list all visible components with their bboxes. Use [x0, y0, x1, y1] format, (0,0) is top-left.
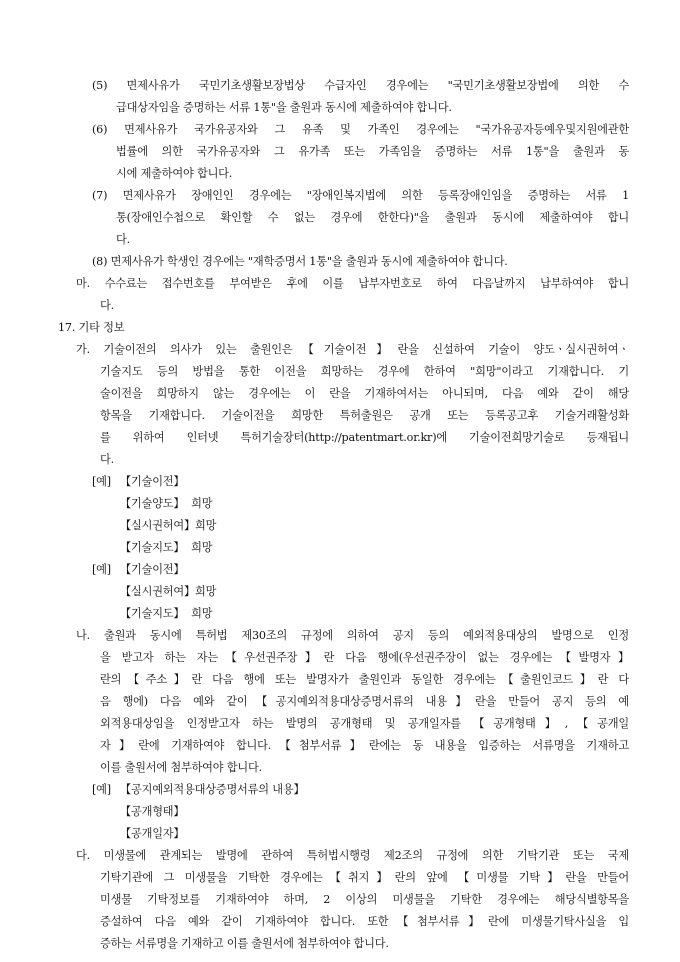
example-3-row-1: 【공개형태】 — [120, 805, 185, 818]
example-1-row-2: 【실시권허여】희망 — [120, 519, 217, 532]
example-1-row-3: 【기술지도】 희망 — [120, 541, 213, 554]
item-na-line-4: 음 행에) 다음 예와 같이【공지예외적용대상증명서류의 내용】란을 만들어 공지 등의 예 — [100, 695, 629, 708]
item-na-line-7: 이를 출원서에 첨부하여야 합니다. — [100, 761, 262, 774]
section-17-title: 17. 기타 정보 — [58, 321, 125, 334]
item-da-line-5: 증하는 서류명을 기재하고 이를 출원서에 첨부하여야 합니다. — [100, 937, 389, 950]
item-da-line-4: 증설하여 다음 예와 같이 기재하여야 합니다. 또한【첨부서류】란에 미생물기탁사실을 입 — [100, 915, 629, 928]
item-na-line-5: 외적용대상임을 인정받고자 하는 발명의 공개형태 및 공개일자를 【공개형태】,【공개일 — [100, 717, 629, 730]
item-na-line-1: 나. 출원과 동시에 특허법 제30조의 규정에 의하여 공지 등의 예외적용대상의 발명으로 인정 — [76, 629, 629, 642]
example-1-head: 【기술이전】 — [120, 475, 185, 488]
item-5-line-1: (5) 면제사유가 국민기초생활보장법상 수급자인 경우에는 "국민기초생활보장법에 의한 수 — [92, 79, 629, 92]
example-2-row-1: 【실시권허여】희망 — [120, 585, 217, 598]
item-ga-line-2: 기술지도 등의 방법을 통한 이전을 희망하는 경우에 한하여 "희망"이라고 기재합니다. 기 — [100, 365, 629, 378]
item-6-line-1: (6) 면제사유가 국가유공자와 그 유족 및 가족인 경우에는 "국가유공자등예우및지원에관한 — [92, 123, 629, 136]
example-1-row-1: 【기술양도】 희망 — [120, 497, 213, 510]
item-6-line-2: 법률에 의한 국가유공자와 그 유가족 또는 가족임을 증명하는 서류 1통"을 출원과 동 — [116, 145, 629, 158]
item-5-line-2: 급대상자임을 증명하는 서류 1통"을 출원과 동시에 제출하여야 합니다. — [116, 101, 452, 114]
item-da-line-1: 다. 미생물에 관계되는 발명에 관하여 특허법시행령 제2조의 규정에 의한 기탁기관 또는 국제 — [76, 849, 629, 862]
item-da-line-2: 기탁기관에 그 미생물을 기탁한 경우에는【취지】란의 앞에 【미생물 기탁】란을 만들어 — [100, 871, 629, 884]
example-2-head: 【기술이전】 — [120, 563, 185, 576]
item-7-line-1: (7) 면제사유가 장애인인 경우에는 "장애인복지법에 의한 등록장애인임을 증명하는 서류 1 — [92, 189, 629, 202]
item-ga-line-5: 를 위하여 인터넷 특허기술장터(http://patentmart.or.kr)에 기술이전희망기술로 등재됩니 — [100, 431, 629, 444]
item-ma-line-2: 다. — [100, 299, 114, 312]
item-da-line-3: 미생물 기탁정보를 기재하여야 하며, 2 이상의 미생물을 기탁한 경우에는 해당식별항목을 — [100, 893, 629, 906]
example-label: [예] — [92, 563, 111, 576]
item-ga-line-3: 술이전을 희망하지 않는 경우에는 이 란을 기재하여서는 아니되며, 다음 예와 같이 해당 — [100, 387, 629, 400]
item-ma-line-1: 마. 수수료는 접수번호를 부여받은 후에 이를 납부자번호로 하여 다음날까지 납부하여야 합니 — [76, 277, 629, 290]
item-6-line-3: 시에 제출하여야 합니다. — [116, 167, 233, 180]
item-7-line-3: 다. — [116, 233, 130, 246]
item-ga-line-4: 항목을 기재합니다. 기술이전을 희망한 특허출원은 공개 또는 등록공고후 기술거래활성화 — [100, 409, 629, 422]
item-ga-line-1: 가. 기술이전의 의사가 있는 출원인은【기술이전】란을 신설하여 기술이 양도ㆍ실시권허여ㆍ — [76, 343, 629, 356]
example-3-head: 【공지예외적용대상증명서류의 내용】 — [120, 783, 305, 796]
item-na-line-2: 을 받고자 하는 자는【우선권주장】란 다음 행에(우선권주장이 없는 경우에는【발명자】 — [100, 651, 629, 664]
example-3-row-2: 【공개일자】 — [120, 827, 185, 840]
example-label: [예] — [92, 783, 111, 796]
item-ga-line-6: 다. — [100, 453, 114, 466]
item-na-line-6: 자】란에 기재하여야 합니다.【첨부서류】란에는 동 내용을 입증하는 서류명을 기재하고 — [100, 739, 629, 752]
item-7-line-2: 통(장애인수첩으로 확인할 수 없는 경우에 한한다)"을 출원과 동시에 제출하여야 합니 — [116, 211, 629, 224]
example-2-row-2: 【기술지도】 희망 — [120, 607, 213, 620]
example-label: [예] — [92, 475, 111, 488]
item-na-line-3: 란의【주소】란 다음 행에 또는 발명자가 출원인과 동일한 경우에는【출원인코드】란 다 — [100, 673, 629, 686]
item-8-line-1: (8) 면제사유가 학생인 경우에는 "재학증명서 1통"을 출원과 동시에 제출하여야 합니다. — [92, 255, 508, 268]
